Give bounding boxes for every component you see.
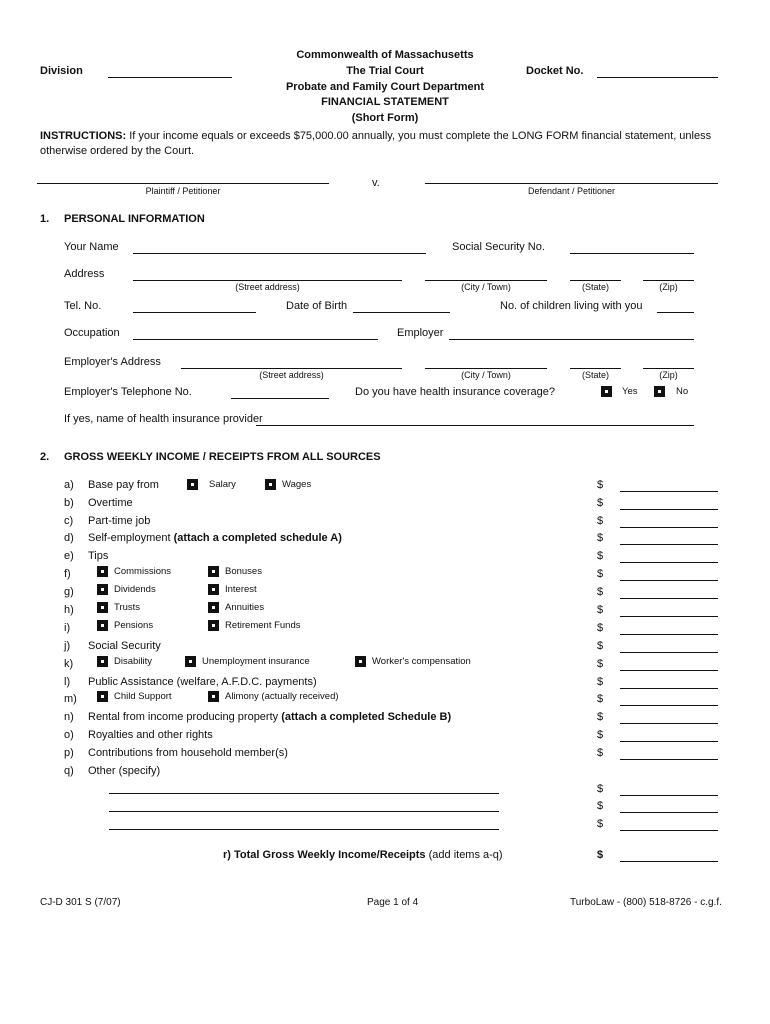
instructions-cont: otherwise ordered by the Court. [40, 145, 195, 157]
amount-field[interactable] [620, 580, 718, 581]
defendant-label: Defendant / Petitioner [527, 186, 616, 196]
dividends-label: Dividends [114, 584, 156, 595]
dollar-sign: $ [597, 693, 604, 705]
children-label: No. of children living with you [500, 300, 643, 312]
insurance-provider-label: If yes, name of health insurance provider [64, 413, 263, 425]
dollar-sign: $ [597, 586, 604, 598]
employer-zip-field[interactable] [643, 368, 694, 369]
pensions-label: Pensions [114, 620, 154, 631]
trusts-checkbox[interactable] [97, 602, 108, 613]
department: Probate and Family Court Department [285, 81, 485, 93]
form-subtitle: (Short Form) [351, 112, 419, 124]
contributions-label: Contributions from household member(s) [88, 747, 288, 759]
amount-field[interactable] [620, 527, 718, 528]
dollar-sign: $ [597, 640, 604, 652]
amount-field[interactable] [620, 634, 718, 635]
disability-label: Disability [114, 656, 153, 667]
item-letter: o) [64, 729, 74, 741]
page-number: Page 1 of 4 [367, 897, 419, 908]
overtime-label: Overtime [88, 497, 133, 509]
unemployment-checkbox[interactable] [185, 656, 196, 667]
bonuses-checkbox[interactable] [208, 566, 219, 577]
employer-state-field[interactable] [570, 368, 621, 369]
commissions-checkbox[interactable] [97, 566, 108, 577]
item-letter: k) [64, 658, 74, 670]
division-field[interactable] [108, 77, 232, 78]
unemployment-label: Unemployment insurance [202, 656, 310, 667]
dollar-sign: $ [597, 532, 604, 544]
retirement-checkbox[interactable] [208, 620, 219, 631]
tel-field[interactable] [133, 312, 256, 313]
insurance-yes-label: Yes [622, 386, 638, 397]
employer-street-caption: (Street address) [259, 370, 324, 380]
dollar-sign: $ [597, 783, 604, 795]
amount-field[interactable] [620, 598, 718, 599]
alimony-label: Alimony (actually received) [225, 691, 339, 702]
dob-label: Date of Birth [286, 300, 348, 312]
section1-number: 1. [40, 213, 50, 225]
other-specify-field[interactable] [109, 811, 499, 812]
self-employment-label: Self-employment (attach a completed schedule A) [88, 532, 342, 544]
employer-tel-label: Employer's Telephone No. [64, 386, 192, 398]
address-label: Address [64, 268, 105, 280]
dividends-checkbox[interactable] [97, 584, 108, 595]
dollar-sign: $ [597, 658, 604, 670]
disability-checkbox[interactable] [97, 656, 108, 667]
annuities-label: Annuities [225, 602, 265, 613]
insurance-no-label: No [676, 386, 689, 397]
dob-field[interactable] [353, 312, 450, 313]
section2-number: 2. [40, 451, 50, 463]
plaintiff-label: Plaintiff / Petitioner [145, 186, 221, 196]
base-pay-label: Base pay from [88, 479, 159, 491]
street-caption: (Street address) [235, 282, 300, 292]
insurance-yes-checkbox[interactable] [601, 386, 612, 397]
dollar-sign: $ [597, 550, 604, 562]
amount-field[interactable] [620, 652, 718, 653]
versus-label: v. [372, 177, 380, 189]
dollar-sign: $ [597, 818, 604, 830]
amount-field[interactable] [620, 491, 718, 492]
ssn-field[interactable] [570, 253, 694, 254]
amount-field[interactable] [620, 830, 718, 831]
insurance-question: Do you have health insurance coverage? [355, 386, 555, 398]
employer-tel-field[interactable] [231, 398, 329, 399]
dollar-sign: $ [597, 604, 604, 616]
amount-field[interactable] [620, 509, 718, 510]
part-time-label: Part-time job [88, 515, 151, 527]
item-letter: p) [64, 747, 74, 759]
docket-field[interactable] [597, 77, 718, 78]
annuities-checkbox[interactable] [208, 602, 219, 613]
amount-field[interactable] [620, 616, 718, 617]
defendant-field[interactable] [425, 183, 718, 184]
dollar-sign: $ [597, 800, 604, 812]
dollar-sign: $ [597, 515, 604, 527]
plaintiff-field[interactable] [37, 183, 329, 184]
insurance-no-checkbox[interactable] [654, 386, 665, 397]
amount-field[interactable] [620, 795, 718, 796]
form-title: FINANCIAL STATEMENT [321, 96, 449, 108]
city-field[interactable] [425, 280, 547, 281]
dollar-sign: $ [597, 622, 604, 634]
street-field[interactable] [133, 280, 402, 281]
item-letter: f) [64, 568, 71, 580]
employer-street-field[interactable] [181, 368, 402, 369]
amount-field[interactable] [620, 544, 718, 545]
amount-field[interactable] [620, 812, 718, 813]
your-name-field[interactable] [133, 253, 426, 254]
item-letter: q) [64, 765, 74, 777]
employer-field[interactable] [449, 339, 694, 340]
dollar-sign: $ [597, 479, 604, 491]
occupation-field[interactable] [133, 339, 378, 340]
dollar-sign: $ [597, 676, 604, 688]
workers-comp-label: Worker's compensation [372, 656, 471, 667]
court-name: Commonwealth of Massachusetts [296, 49, 474, 61]
amount-field[interactable] [620, 562, 718, 563]
amount-field[interactable] [620, 670, 718, 671]
city-caption: (City / Town) [461, 282, 511, 292]
tel-label: Tel. No. [64, 300, 102, 312]
item-letter: d) [64, 532, 74, 544]
state-field[interactable] [570, 280, 621, 281]
social-security-label: Social Security [88, 640, 161, 652]
ssn-label: Social Security No. [452, 241, 545, 253]
pensions-checkbox[interactable] [97, 620, 108, 631]
item-letter: g) [64, 586, 74, 598]
item-letter: n) [64, 711, 74, 723]
employer-address-label: Employer's Address [64, 356, 161, 368]
employer-zip-caption: (Zip) [659, 370, 678, 380]
amount-field[interactable] [620, 741, 718, 742]
total-dollar-sign: $ [597, 849, 604, 861]
public-assistance-label: Public Assistance (welfare, A.F.D.C. payments) [88, 676, 317, 688]
instructions: INSTRUCTIONS: If your income equals or exceeds $75,000.00 annually, you must complete the LONG FORM financial statement, unless [40, 130, 712, 142]
dollar-sign: $ [597, 497, 604, 509]
other-specify-field[interactable] [109, 793, 499, 794]
amount-field[interactable] [620, 723, 718, 724]
item-letter: c) [64, 515, 74, 527]
other-label: Other (specify) [88, 765, 161, 777]
rental-label: Rental from income producing property (attach a completed Schedule B) [88, 711, 452, 723]
state-caption: (State) [581, 282, 609, 292]
tips-label: Tips [88, 550, 109, 562]
item-letter: j) [64, 640, 71, 652]
employer-state-caption: (State) [581, 370, 609, 380]
section2-title: GROSS WEEKLY INCOME / RECEIPTS FROM ALL SOURCES [64, 451, 381, 463]
zip-caption: (Zip) [659, 282, 678, 292]
salary-label: Salary [209, 479, 236, 490]
section1-title: PERSONAL INFORMATION [64, 213, 205, 225]
commissions-label: Commissions [114, 566, 172, 577]
employer-label: Employer [397, 327, 444, 339]
trusts-label: Trusts [114, 602, 141, 613]
vendor-info: TurboLaw - (800) 518-8726 - c.g.f. [570, 897, 722, 908]
item-letter: e) [64, 550, 74, 562]
amount-field[interactable] [620, 705, 718, 706]
interest-label: Interest [225, 584, 257, 595]
item-letter: l) [64, 676, 71, 688]
workers-comp-checkbox[interactable] [355, 656, 366, 667]
dollar-sign: $ [597, 729, 604, 741]
dollar-sign: $ [597, 747, 604, 759]
royalties-label: Royalties and other rights [88, 729, 213, 741]
children-field[interactable] [657, 312, 694, 313]
total-label: r) Total Gross Weekly Income/Receipts (add items a-q) [223, 849, 503, 861]
your-name-label: Your Name [64, 241, 119, 253]
wages-checkbox[interactable] [265, 479, 276, 490]
item-letter: h) [64, 604, 74, 616]
child-support-label: Child Support [114, 691, 172, 702]
item-letter: a) [64, 479, 74, 491]
retirement-label: Retirement Funds [225, 620, 301, 631]
dollar-sign: $ [597, 568, 604, 580]
insurance-provider-field[interactable] [256, 425, 694, 426]
amount-field[interactable] [620, 759, 718, 760]
child-support-checkbox[interactable] [97, 691, 108, 702]
salary-checkbox[interactable] [187, 479, 198, 490]
occupation-label: Occupation [64, 327, 120, 339]
zip-field[interactable] [643, 280, 694, 281]
total-amount-field[interactable] [620, 861, 718, 862]
other-specify-field[interactable] [109, 829, 499, 830]
employer-city-field[interactable] [425, 368, 547, 369]
wages-label: Wages [282, 479, 312, 490]
item-letter: i) [64, 622, 71, 634]
form-id: CJ-D 301 S (7/07) [40, 897, 121, 908]
docket-label: Docket No. [526, 65, 584, 77]
employer-city-caption: (City / Town) [461, 370, 511, 380]
item-letter: b) [64, 497, 74, 509]
dollar-sign: $ [597, 711, 604, 723]
item-letter: m) [64, 693, 77, 705]
bonuses-label: Bonuses [225, 566, 262, 577]
division-label: Division [40, 65, 83, 77]
amount-field[interactable] [620, 688, 718, 689]
trial-court: The Trial Court [346, 65, 424, 77]
interest-checkbox[interactable] [208, 584, 219, 595]
alimony-checkbox[interactable] [208, 691, 219, 702]
